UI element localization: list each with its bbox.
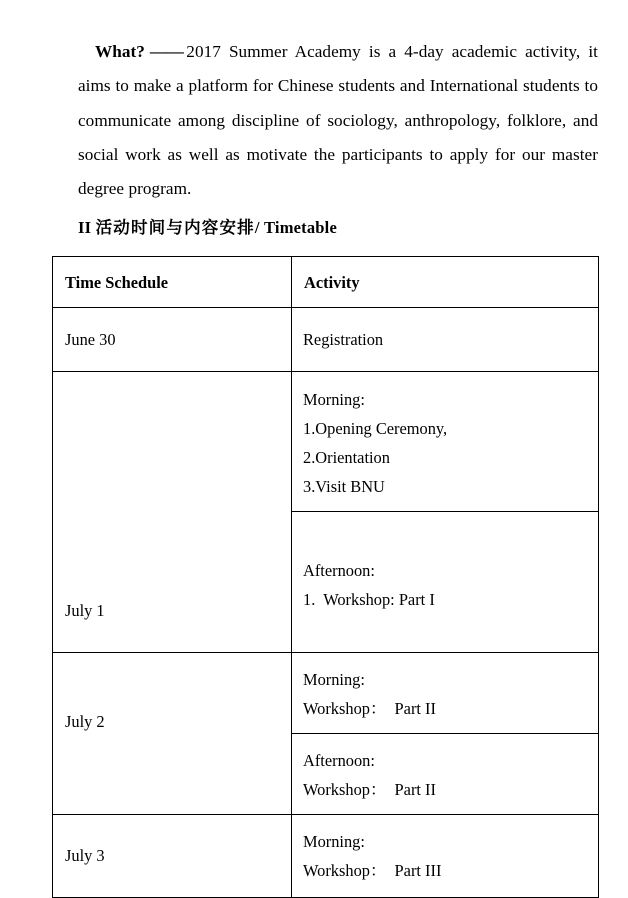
day-label: July 3 (65, 846, 105, 865)
activity-line: Workshop： Part III (303, 861, 442, 880)
activity-line: Afternoon: (303, 751, 375, 770)
activity-afternoon-block (292, 512, 598, 652)
section-numeral: II (78, 217, 92, 237)
column-header-time-schedule (53, 257, 292, 308)
activity-afternoon-block (292, 734, 598, 814)
section-heading-chinese: 活动时间与内容安排 (95, 217, 255, 237)
activity-line: Workshop： Part II (303, 780, 436, 799)
em-dash-separator: —— (149, 42, 184, 62)
day-label: July 2 (65, 712, 105, 731)
activity-text: Registration (303, 330, 384, 349)
activity-line: 1. Workshop: Part I (303, 590, 435, 609)
activity-morning-row (292, 372, 598, 512)
section-heading-english: / Timetable (254, 217, 337, 237)
table-row (53, 815, 599, 898)
cell-day-july-3 (53, 815, 292, 898)
timetable (52, 256, 599, 898)
table-header-row (53, 257, 599, 308)
cell-activity-july-3 (292, 815, 599, 898)
column-header-activity-label: Activity (304, 273, 360, 292)
activity-line: 3.Visit BNU (303, 477, 385, 496)
cell-day-july-1 (53, 372, 292, 653)
activity-line: Morning: (303, 390, 365, 409)
activity-afternoon-row (292, 734, 598, 815)
cell-activity-july-2 (292, 653, 599, 815)
day-label: June 30 (65, 330, 116, 349)
activity-afternoon-cell (292, 512, 598, 653)
cell-day-july-2 (53, 653, 292, 815)
cell-day-june-30 (53, 308, 292, 372)
activity-morning-block (292, 815, 598, 897)
cell-activity-june-30 (292, 308, 599, 372)
activity-afternoon-row (292, 512, 598, 653)
activity-morning-block (292, 653, 598, 733)
activity-subtable (292, 653, 598, 814)
activity-morning-cell (292, 653, 598, 734)
activity-line: Afternoon: (303, 561, 375, 580)
activity-line: Morning: (303, 670, 365, 689)
column-header-activity (292, 257, 599, 308)
section-heading (78, 217, 337, 239)
activity-morning-row (292, 653, 598, 734)
table-row (53, 372, 599, 653)
activity-line: 1.Opening Ceremony, (303, 419, 448, 438)
activity-afternoon-cell (292, 734, 598, 815)
column-header-time-schedule-label: Time Schedule (65, 273, 169, 292)
intro-body-text: 2017 Summer Academy is a 4-day academic activity, it aims to make a platform for Chinese students and International students to communicate among discipline of sociology, anthropology, folklore, and social work as well as motivate the participants to apply for our master degree program. (78, 42, 598, 198)
activity-line: Morning: (303, 832, 365, 851)
activity-morning-cell (292, 372, 598, 512)
table-row (53, 653, 599, 815)
table-row (53, 308, 599, 372)
intro-lead-label: What? (95, 42, 145, 62)
activity-subtable (292, 372, 598, 652)
activity-morning-block (292, 372, 598, 511)
cell-activity-july-1 (292, 372, 599, 653)
activity-line: Workshop： Part II (303, 699, 436, 718)
activity-line: 2.Orientation (303, 448, 390, 467)
intro-paragraph (78, 35, 598, 206)
day-label: July 1 (65, 601, 105, 620)
